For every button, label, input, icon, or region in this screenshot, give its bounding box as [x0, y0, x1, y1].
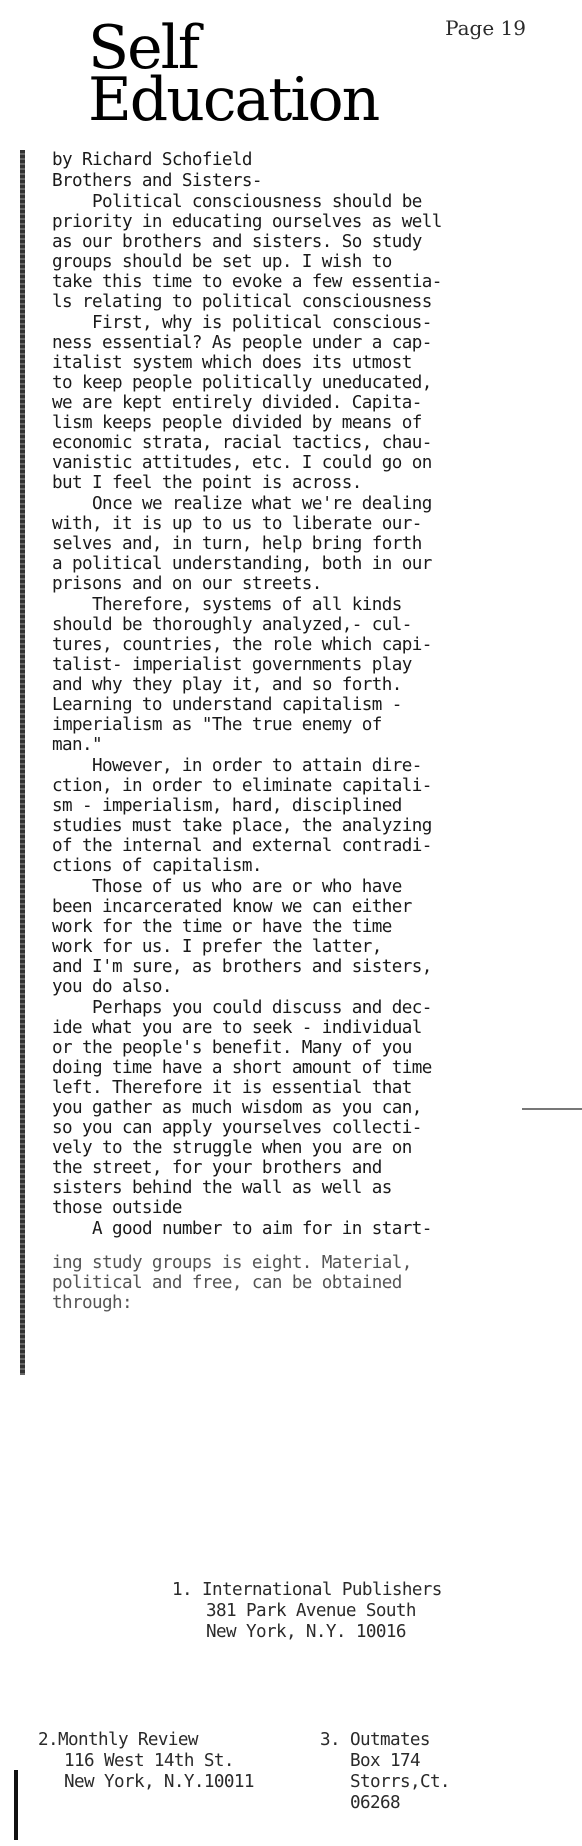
text-line: economic strata, racial tactics, chau-: [52, 433, 432, 453]
text-line: ls relating to political consciousness: [52, 292, 432, 312]
text-line: man.": [52, 735, 102, 755]
text-line: talist- imperialist governments play: [52, 655, 412, 675]
text-line: as our brothers and sisters. So study: [52, 232, 422, 252]
address-line: 3. Outmates: [320, 1730, 430, 1750]
text-line: Perhaps you could discuss and dec-: [92, 998, 432, 1018]
byline: by Richard Schofield: [52, 150, 252, 170]
text-line: A good number to aim for in start-: [92, 1219, 432, 1239]
text-line: work for the time or have the time: [52, 917, 392, 937]
text-line: those outside: [52, 1198, 182, 1218]
text-line: work for us. I prefer the latter,: [52, 937, 382, 957]
paragraph-4: [52, 595, 552, 755]
text-line: ide what you are to seek - individual: [52, 1018, 422, 1038]
text-line: through:: [52, 1293, 132, 1313]
text-line: Therefore, systems of all kinds: [92, 595, 402, 615]
text-line: political and free, can be obtained: [52, 1273, 402, 1293]
text-line: Once we realize what we're dealing: [92, 494, 432, 514]
text-line: you do also.: [52, 977, 172, 997]
text-line: ness essential? As people under a cap-: [52, 333, 432, 353]
text-line: or the people's benefit. Many of you: [52, 1038, 412, 1058]
text-line: groups should be set up. I wish to: [52, 252, 392, 272]
text-line: priority in educating ourselves as well: [52, 212, 442, 232]
paragraph-7: [52, 998, 552, 1218]
text-line: vanistic attitudes, etc. I could go on: [52, 453, 432, 473]
paragraph-5: [52, 756, 552, 876]
text-line: a political understanding, both in our: [52, 554, 432, 574]
text-line: studies must take place, the analyzing: [52, 816, 432, 836]
text-line: doing time have a short amount of time: [52, 1058, 432, 1078]
article-title: [88, 13, 379, 135]
title-line-1: Self: [88, 13, 199, 83]
article-body: [52, 150, 552, 1314]
paragraph-8: [52, 1219, 552, 1239]
address-line: Box 174: [350, 1751, 420, 1771]
column-rule-bottom: [14, 1770, 18, 1840]
text-line: left. Therefore it is essential that: [52, 1078, 412, 1098]
text-line: to keep people politically uneducated,: [52, 373, 432, 393]
text-line: take this time to evoke a few essentia-: [52, 272, 442, 292]
address-line: Storrs,Ct.: [350, 1772, 450, 1792]
text-line: Political consciousness should be: [92, 192, 422, 212]
text-line: and why they play it, and so forth.: [52, 675, 402, 695]
address-outmates: [320, 1730, 450, 1814]
text-line: ction, in order to eliminate capitali-: [52, 776, 432, 796]
text-line: lism keeps people divided by means of: [52, 413, 422, 433]
address-line: 1. International Publishers: [172, 1580, 442, 1600]
text-line: italist system which does its utmost: [52, 353, 412, 373]
column-rule: [20, 150, 25, 1375]
text-line: ing study groups is eight. Material,: [52, 1253, 412, 1273]
address-international-publishers: [172, 1580, 442, 1643]
text-line: Those of us who are or who have: [92, 877, 402, 897]
paragraph-2: [52, 313, 552, 493]
page-number: Page 19: [445, 16, 526, 40]
text-line: First, why is political conscious-: [92, 313, 432, 333]
text-line: prisons and on our streets.: [52, 574, 322, 594]
paragraph-3: [52, 494, 552, 594]
paragraph-6: [52, 877, 552, 997]
text-line: with, it is up to us to liberate our-: [52, 514, 422, 534]
title-line-2: Education: [88, 65, 379, 135]
paragraph-1: [52, 192, 552, 312]
text-line: the street, for your brothers and: [52, 1158, 382, 1178]
text-line: sm - imperialism, hard, disciplined: [52, 796, 402, 816]
text-line: of the internal and external contradi-: [52, 836, 432, 856]
address-line: 06268: [350, 1793, 400, 1813]
text-line: we are kept entirely divided. Capita-: [52, 393, 422, 413]
text-line: but I feel the point is across.: [52, 473, 362, 493]
text-line: and I'm sure, as brothers and sisters,: [52, 957, 432, 977]
text-line: sisters behind the wall as well as: [52, 1178, 392, 1198]
text-line: Learning to understand capitalism -: [52, 695, 402, 715]
address-line: 116 West 14th St.: [64, 1751, 234, 1771]
text-line: so you can apply yourselves collecti-: [52, 1118, 422, 1138]
text-line: vely to the struggle when you are on: [52, 1138, 412, 1158]
text-line: tures, countries, the role which capi-: [52, 635, 432, 655]
text-line: you gather as much wisdom as you can,: [52, 1098, 422, 1118]
address-line: New York, N.Y. 10016: [206, 1622, 406, 1642]
paragraph-continuation: [52, 1253, 552, 1313]
text-line: selves and, in turn, help bring forth: [52, 534, 422, 554]
address-line: 381 Park Avenue South: [206, 1601, 416, 1621]
text-line: should be thoroughly analyzed,- cul-: [52, 615, 412, 635]
text-line: imperialism as "The true enemy of: [52, 715, 382, 735]
text-line: However, in order to attain dire-: [92, 756, 422, 776]
text-line: been incarcerated know we can either: [52, 897, 412, 917]
address-line: 2.Monthly Review: [38, 1730, 198, 1750]
salutation: Brothers and Sisters-: [52, 171, 262, 191]
address-monthly-review: [38, 1730, 254, 1793]
address-line: New York, N.Y.10011: [64, 1772, 254, 1792]
text-line: ctions of capitalism.: [52, 856, 262, 876]
